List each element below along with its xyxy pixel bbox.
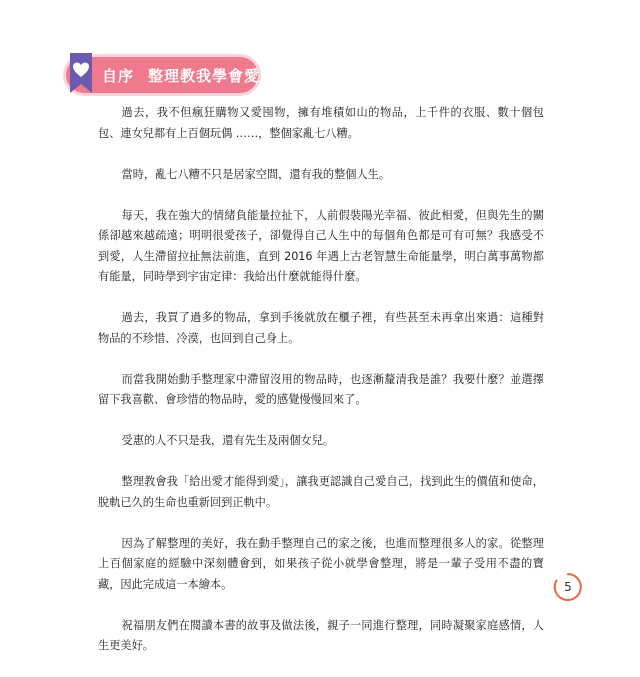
bookmark-heart-icon bbox=[66, 53, 96, 93]
paragraph: 整理教會我「給出愛才能得到愛」，讓我更認識自己愛自己，找到此生的價值和使命，脫軌已久的生命也重新回到正軌中。 bbox=[98, 475, 544, 509]
chapter-title bbox=[102, 65, 260, 86]
preface-title: 整理教我學會愛 bbox=[148, 66, 261, 85]
page-number-text: 5 bbox=[564, 580, 572, 594]
preface-body bbox=[98, 103, 544, 677]
paragraph: 祝福朋友們在閱讀本書的故事及做法後，親子一同進行整理，同時凝聚家庭感情，人生更美好。 bbox=[98, 618, 544, 652]
paragraph: 而當我開始動手整理家中滯留沒用的物品時，也逐漸釐清我是誰？我要什麼？並選擇留下我喜歡、會珍惜的物品時，愛的感覺慢慢回來了。 bbox=[98, 372, 544, 406]
paragraph: 每天，我在強大的情緒負能量拉扯下，人前假裝陽光幸福、彼此相愛，但與先生的關係卻越來越疏遠；明明很愛孩子，卻覺得自己人生中的每個角色都是可有可無？我感受不到愛，人生滯留拉扯無法前進，直到 2016 年遇上古老智慧生命能量學，明白萬事萬物都有能量，同時學到宇宙定律：我給出什麼就能得什麼。 bbox=[98, 208, 544, 283]
preface-label: 自序 bbox=[102, 66, 135, 85]
paragraph: 受惠的人不只是我，還有先生及兩個女兒。 bbox=[121, 434, 335, 447]
paragraph: 過去，我不但瘋狂購物又愛囤物，擁有堆積如山的物品，上千件的衣服、數十個包包、連女兒都有上百個玩偶 ……，整個家亂七八糟。 bbox=[98, 106, 544, 140]
paragraph: 過去，我買了過多的物品，拿到手後就放在櫃子裡，有些甚至未再拿出來過：這種對物品的不珍惜、冷漠，也回到自己身上。 bbox=[98, 311, 544, 345]
page-number bbox=[553, 572, 583, 602]
paragraph: 因為了解整理的美好，我在動手整理自己的家之後，也進而整理很多人的家。從整理上百個家庭的經驗中深刻體會到，如果孩子從小就學會整理，將是一輩子受用不盡的寶藏，因此完成這一本繪本。 bbox=[98, 536, 544, 591]
paragraph: 當時，亂七八糟不只是居家空間，還有我的整個人生。 bbox=[121, 167, 391, 181]
chapter-header bbox=[66, 57, 261, 93]
